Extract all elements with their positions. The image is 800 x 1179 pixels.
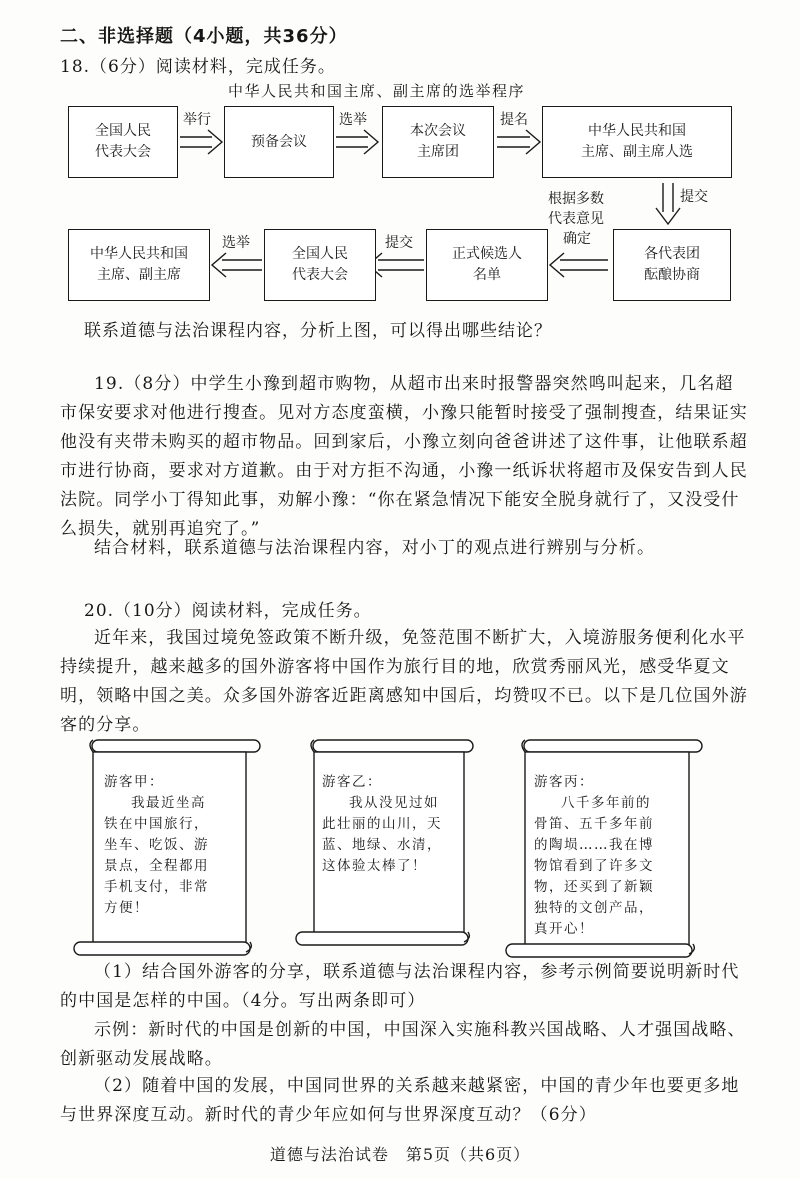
q20-stem: 20.（10分）阅读材料，完成任务。 <box>84 601 372 621</box>
q19-task: 结合材料，联系道德与法治课程内容，对小丁的观点进行辨别与分析。 <box>94 538 656 558</box>
box-formal-list: 正式候选人 名单 <box>426 229 548 301</box>
q20-sub1: （1）结合国外游客的分享，联系道德与法治课程内容，参考示例简要说明新时代的中国是怎样的中国。（4分。写出两条即可） <box>60 962 740 1011</box>
scroll-2-name: 游客乙： <box>322 774 382 790</box>
diagram-title: 中华人民共和国主席、副主席的选举程序 <box>228 82 526 100</box>
label-elect-2: 选举 <box>222 235 250 251</box>
label-submit-1: 提交 <box>680 189 708 205</box>
box-presidium: 本次会议 主席团 <box>382 106 494 178</box>
label-elect-1: 选举 <box>339 112 367 128</box>
scroll-2-text: 我从没见过如 此壮丽的山川，天 蓝、地绿、水清， 这体验太棒了！ <box>322 795 442 874</box>
scroll-1-text: 我最近坐高 铁在中国旅行， 坐车、吃饭、游 景点，全程都用 手机支付，非常 方便！ <box>104 795 209 916</box>
section-header: 二、非选择题（4小题，共36分） <box>60 26 348 47</box>
label-determine-line-3: 确定 <box>563 231 591 247</box>
q20-example: 示例：新时代的中国是创新的中国，中国深入实施科教兴国战略、人才强国战略、创新驱动发展战略。 <box>60 1020 746 1069</box>
q20-material: 近年来，我国过境免签政策不断升级，免签范围不断扩大，入境游服务便利化水平持续提升，越来越多的国外游客将中国作为旅行目的地，欣赏秀丽风光，感受华夏文明，领略中国之美。众多国外游客近距离感知中国后，均赞叹不已。以下是几位国外游客的分享。 <box>60 628 748 735</box>
label-determine-line-2: 代表意见 <box>548 211 604 227</box>
box-prep-meeting: 预备会议 <box>224 106 334 178</box>
scroll-3-name: 游客丙： <box>534 774 594 790</box>
q18-stem: 18.（6分）阅读材料，完成任务。 <box>60 57 336 77</box>
scroll-1-name: 游客甲： <box>104 774 164 790</box>
label-submit-2: 提交 <box>385 235 413 251</box>
label-nominate: 提名 <box>500 112 528 128</box>
q20-sub2: （2）随着中国的发展，中国同世界的关系越来越紧密，中国的青少年也要更多地与世界深度互动。新时代的青少年应如何与世界深度互动？（6分） <box>60 1076 740 1125</box>
q19-body: 19.（8分）中学生小豫到超市购物，从超市出来时报警器突然鸣叫起来，几名超市保安要求对他进行搜查。见对方态度蛮横，小豫只能暂时接受了强制搜查，结果证实他没有夹带未购买的超市物品。回到家后，小豫立刻向爸爸讲述了这件事，让他联系超市进行协商，要求对方道歉。由于对方拒不沟通，小豫一纸诉状将超市及保安告到人民法院。同学小丁得知此事，劝解小豫：“你在紧急情况下能安全脱身就行了，又没受什么损失，就别再追究了。” <box>60 374 748 539</box>
box-npc-bottom: 全国人民 代表大会 <box>264 229 376 301</box>
label-hold: 举行 <box>183 112 211 128</box>
box-candidates: 中华人民共和国 主席、副主席人选 <box>542 106 732 178</box>
page-footer: 道德与法治试卷 第5页（共6页） <box>269 1145 531 1164</box>
scroll-3-text: 八千多年前的 骨笛、五千多年前 的陶埙……我在博 物馆看到了许多文 物，还买到了新颖 独特的文创产品， 真开心！ <box>534 795 654 937</box>
box-npc-top: 全国人民 代表大会 <box>68 106 178 178</box>
q18-task: 联系道德与法治课程内容，分析上图，可以得出哪些结论？ <box>84 321 552 341</box>
box-result: 中华人民共和国 主席、副主席 <box>68 229 210 301</box>
box-delegations: 各代表团 酝酿协商 <box>613 229 731 301</box>
label-determine-line-1: 根据多数 <box>548 191 604 207</box>
